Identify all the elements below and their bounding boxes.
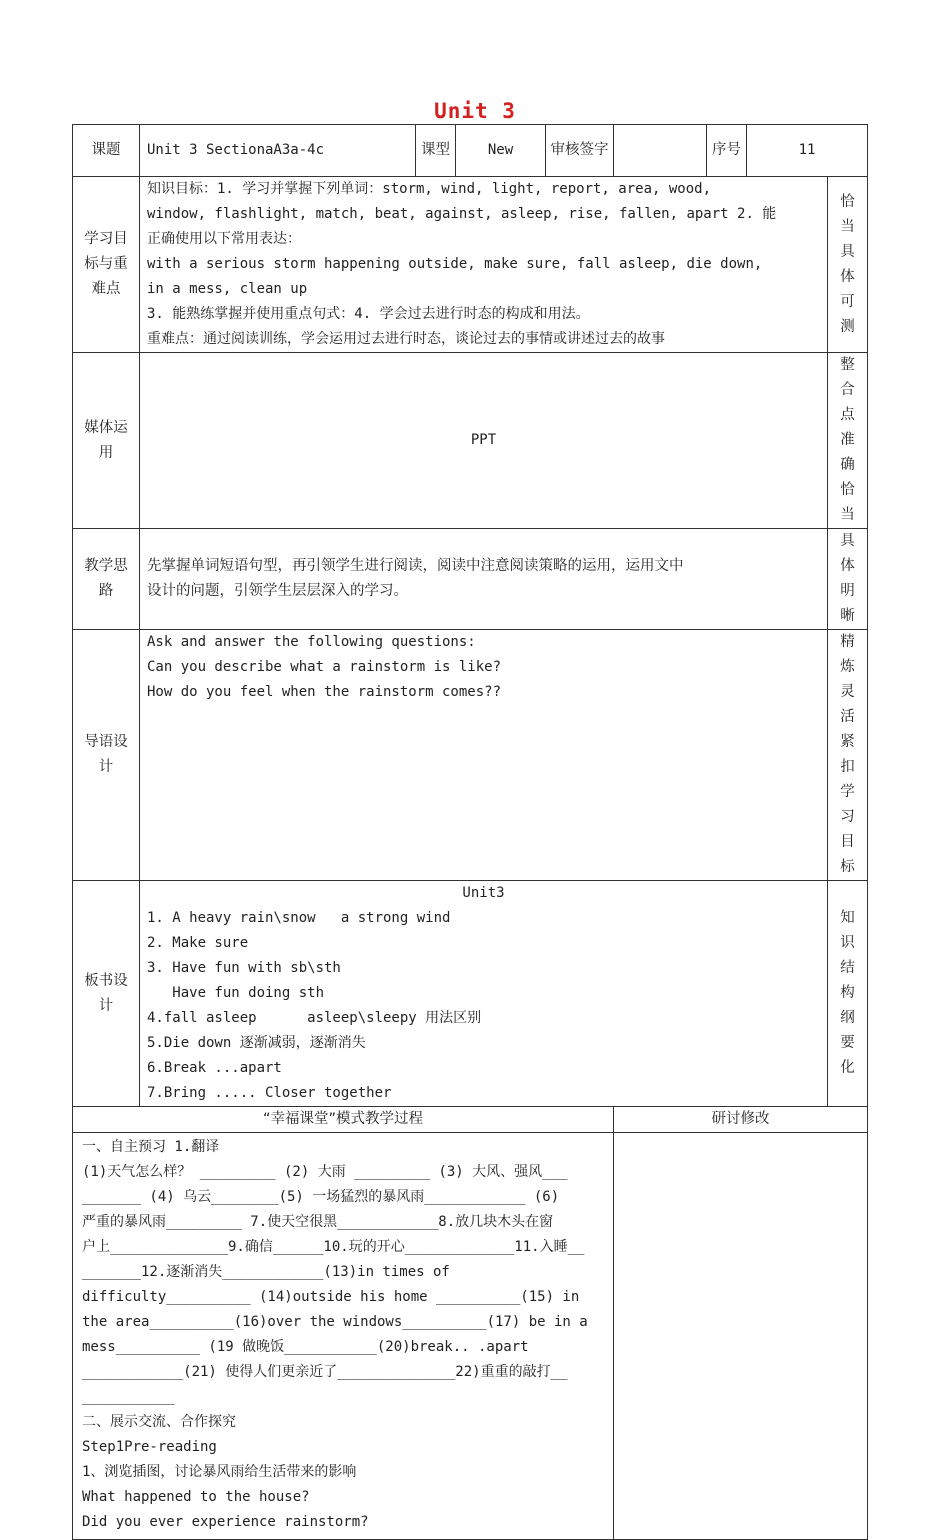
board-line: 6.Break ...apart xyxy=(147,1060,282,1076)
goals-line: 知识目标：1. 学习并掌握下列单词：storm, wind, light, report, area, wood, xyxy=(147,181,712,197)
board-line: 5.Die down 逐渐减弱，逐渐消失 xyxy=(147,1035,366,1051)
review-label: 审核签字 xyxy=(546,125,614,177)
revise-header: 研讨修改 xyxy=(614,1107,868,1133)
page-title: Unit 3 xyxy=(434,99,516,123)
board-label: 板书设计 xyxy=(73,881,140,1107)
process-line: (1)天气怎么样？ _________ (2) 大雨 _________ (3) 大风、强风___ xyxy=(82,1164,568,1180)
lesson-plan-sheet xyxy=(72,124,867,1540)
goals-line: 3. 能熟练掌握并使用重点句式：4. 学会过去进行时态的构成和用法。 xyxy=(147,306,590,322)
header-row xyxy=(73,125,868,177)
process-line: ____________(21) 使得人们更亲近了______________22)重重的敲打__ xyxy=(82,1364,568,1380)
board-heading: Unit3 xyxy=(462,885,505,901)
type-value: New xyxy=(456,125,546,177)
topic-label: 课题 xyxy=(73,125,140,177)
approach-line: 设计的问题，引领学生层层深入的学习。 xyxy=(147,583,408,599)
process-line: _______ (4) 乌云________(5) 一场猛烈的暴风雨____________ (6) xyxy=(82,1189,560,1205)
media-value: PPT xyxy=(140,353,828,529)
intro-content xyxy=(140,630,828,881)
media-note: 整合点准确恰当 xyxy=(828,353,868,529)
process-header: “幸福课堂”模式教学过程 xyxy=(73,1107,614,1133)
intro-note: 精炼灵活紧扣学习目标 xyxy=(828,630,868,881)
intro-line: Ask and answer the following questions: xyxy=(147,634,476,650)
goals-line: 重难点：通过阅读训练，学会运用过去进行时态，谈论过去的事情或讲述过去的故事 xyxy=(147,331,665,347)
approach-label: 教学思路 xyxy=(73,529,140,630)
review-value xyxy=(614,125,707,177)
goals-row xyxy=(73,177,868,353)
board-line: 7.Bring ..... Closer together xyxy=(147,1085,392,1101)
goals-line: 正确使用以下常用表达： xyxy=(147,231,301,247)
seq-label: 序号 xyxy=(707,125,747,177)
board-line: 2. Make sure xyxy=(147,935,249,951)
goals-line: with a serious storm happening outside, make sure, fall asleep, die down, xyxy=(147,256,763,272)
process-line: the area__________(16)over the windows__________(17) be in a xyxy=(82,1314,588,1330)
process-line: mess__________ (19 做晚饭___________(20)break.. .apart xyxy=(82,1339,529,1355)
board-line: 4.fall asleep asleep\sleepy 用法区别 xyxy=(147,1010,482,1026)
approach-content xyxy=(140,529,828,630)
approach-line: 先掌握单词短语句型，再引领学生进行阅读，阅读中注意阅读策略的运用，运用文中 xyxy=(147,558,684,574)
revise-content xyxy=(614,1133,868,1540)
process-line: ___________ xyxy=(82,1389,175,1405)
process-line: 户上______________9.确信______10.玩的开心_____________11.入睡__ xyxy=(82,1239,585,1255)
intro-line: How do you feel when the rainstorm comes?? xyxy=(147,684,502,700)
process-line: 1、浏览插图，讨论暴风雨给生活带来的影响 xyxy=(82,1464,357,1480)
goals-line: in a mess, clean up xyxy=(147,281,308,297)
process-line: _______12.逐渐消失____________(13)in times of xyxy=(82,1264,450,1280)
goals-note: 恰当具体可测 xyxy=(828,177,868,353)
process-header-row xyxy=(73,1107,868,1133)
process-line: 二、展示交流、合作探究 xyxy=(82,1414,236,1430)
seq-value: 11 xyxy=(747,125,868,177)
process-line: Did you ever experience rainstorm? xyxy=(82,1514,369,1530)
intro-label: 导语设计 xyxy=(73,630,140,881)
process-content xyxy=(73,1133,614,1540)
board-note: 知识结构纲要化 xyxy=(828,881,868,1107)
process-table xyxy=(72,1106,868,1540)
process-line: 严重的暴风雨_________ 7.使天空很黑____________8.放几块木头在窗 xyxy=(82,1214,554,1230)
process-row xyxy=(73,1133,868,1540)
approach-note: 具体明晰 xyxy=(828,529,868,630)
type-label: 课型 xyxy=(416,125,456,177)
process-line: What happened to the house? xyxy=(82,1489,310,1505)
approach-row xyxy=(73,529,868,630)
topic-value: Unit 3 SectionaA3a-4c xyxy=(140,125,416,177)
intro-line: Can you describe what a rainstorm is like? xyxy=(147,659,502,675)
process-line: 一、自主预习 1.翻译 xyxy=(82,1139,220,1155)
board-row xyxy=(73,881,868,1107)
media-label: 媒体运用 xyxy=(73,353,140,529)
media-row xyxy=(73,353,868,529)
lesson-plan-table xyxy=(72,124,868,1107)
board-content xyxy=(140,881,828,1107)
goals-content xyxy=(140,177,828,353)
board-line: 3. Have fun with sb\sth xyxy=(147,960,341,976)
goals-line: window, flashlight, match, beat, against, asleep, rise, fallen, apart 2. 能 xyxy=(147,206,777,222)
board-line: 1. A heavy rain\snow a strong wind xyxy=(147,910,451,926)
goals-label: 学习目标与重难点 xyxy=(73,177,140,353)
process-line: Step1Pre-reading xyxy=(82,1439,217,1455)
intro-row xyxy=(73,630,868,881)
process-line: difficulty__________ (14)outside his home __________(15) in xyxy=(82,1289,580,1305)
board-line: Have fun doing sth xyxy=(147,985,325,1001)
